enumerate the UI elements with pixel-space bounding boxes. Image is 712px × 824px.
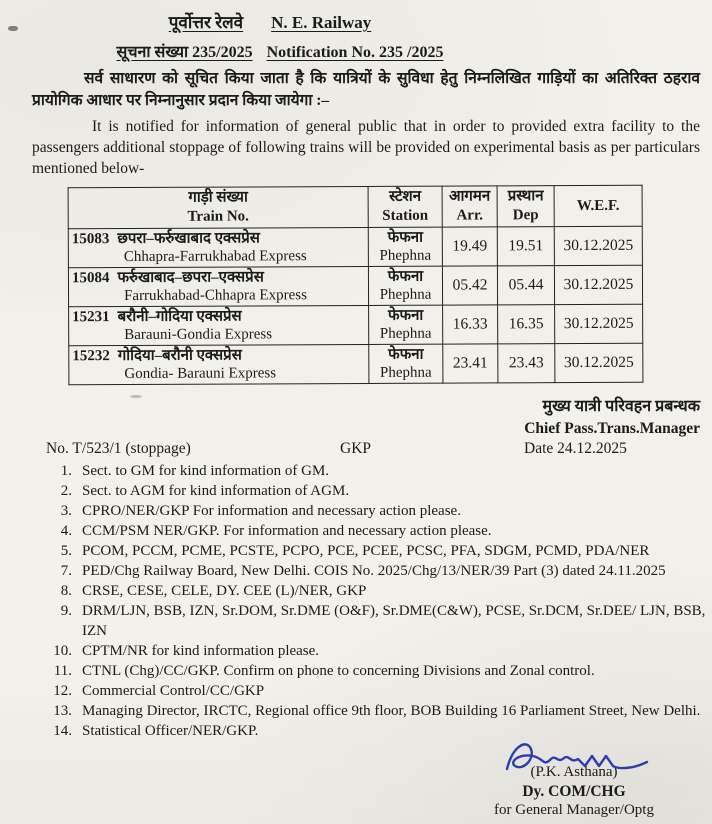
list-item: 5. PCOM, PCCM, PCME, PCSTE, PCPO, PCE, PCEE, PCSC, PFA, SDGM, PCMD, PDA/NER	[60, 543, 650, 559]
train-name-hindi: फर्रुखाबाद–छपरा–एक्सप्रेस	[117, 269, 264, 287]
train-cell	[68, 266, 368, 306]
table-header-row	[68, 185, 642, 229]
reference-number: No. T/523/1 (stoppage)	[46, 440, 191, 457]
office-code: GKP	[340, 440, 372, 457]
wef-date: 30.12.2025	[554, 265, 642, 304]
list-item: 11. CTNL (Chg)/CC/GKP. Confirm on phone to concerning Divisions and Zonal control.	[53, 663, 595, 679]
org-name-english: N. E. Railway	[271, 13, 372, 32]
station-cell: फेफना Phephna	[368, 227, 442, 266]
org-name-hindi: पूर्वोत्तर रेलवे	[168, 13, 244, 32]
train-number: 15232	[72, 348, 110, 365]
issue-date: Date 24.12.2025	[524, 440, 627, 457]
train-name-hindi: छपरा–फर्रुखाबाद एक्सप्रेस	[117, 230, 260, 248]
list-item: 14. Statistical Officer/NER/GKP.	[53, 723, 259, 739]
train-number: 15083	[71, 231, 110, 248]
table-row	[68, 265, 642, 307]
notification-number-english: Notification No. 235 /2025	[266, 44, 444, 61]
signatory-name: (P.K. Asthana)	[530, 764, 618, 780]
document-header	[0, 10, 540, 33]
departure-time: 23.43	[498, 344, 555, 383]
wef-date: 30.12.2025	[554, 226, 642, 265]
train-cell	[68, 227, 368, 267]
station-cell: फेफना Phephna	[368, 266, 442, 305]
table-row	[69, 343, 643, 385]
table-row	[69, 304, 643, 346]
list-item: 1. Sect. to GM for kind information of GM.	[60, 463, 330, 479]
list-item: 9. DRM/LJN, BSB, IZN, Sr.DOM, Sr.DME (O&F), Sr.DME(C&W), PCSE, Sr.DCM, Sr.DEE/ LJN, BSB, IZN	[60, 603, 706, 639]
wef-date: 30.12.2025	[555, 343, 643, 382]
notification-number-line	[0, 40, 560, 62]
distribution-list	[46, 461, 708, 741]
arrival-time: 05.42	[442, 266, 497, 305]
table-row	[68, 226, 642, 268]
reference-line	[46, 440, 686, 460]
scan-artifact-2	[130, 395, 142, 398]
list-item: 10. CPTM/NR for kind information please.	[53, 643, 320, 659]
list-item: 7. PED/Chg Railway Board, New Delhi. COIS No. 2025/Chg/13/NER/39 Part (3) dated 24.11.2025	[60, 563, 666, 579]
col-header-arrival: आगमन Arr.	[442, 186, 497, 227]
departure-time: 05.44	[497, 266, 554, 305]
col-header-wef: W.E.F.	[554, 185, 642, 226]
list-item: 4. CCM/PSM NER/GKP. For information and necessary action please.	[60, 523, 492, 539]
signatory-title-hindi: मुख्य यात्री परिवहन प्रबन्धक	[542, 398, 700, 415]
signatory-title-block	[524, 396, 700, 440]
signatory-designation: Dy. COM/CHG	[522, 783, 626, 800]
train-name-hindi: बरौनी–गोदिया एक्सप्रेस	[117, 308, 242, 326]
train-name-hindi: गोदिया–बरौनी एक्सप्रेस	[117, 347, 242, 365]
signature-block	[474, 735, 674, 820]
list-item: 12. Commercial Control/CC/GKP	[53, 683, 265, 699]
col-header-departure: प्रस्थान Dep	[497, 186, 554, 227]
departure-time: 19.51	[497, 227, 554, 266]
col-header-station: स्टेशन Station	[368, 186, 442, 227]
departure-time: 16.35	[498, 305, 555, 344]
station-cell: फेफना Phephna	[369, 344, 443, 383]
list-item: 8. CRSE, CESE, CELE, DY. CEE (L)/NER, GKP	[60, 583, 367, 599]
station-cell: फेफना Phephna	[369, 305, 443, 344]
signed-for: for General Manager/Optg	[494, 802, 654, 818]
train-number: 15084	[71, 270, 110, 287]
list-item: 2. Sect. to AGM for kind information of AGM.	[60, 483, 350, 499]
train-number: 15231	[72, 309, 110, 326]
arrival-time: 23.41	[443, 344, 498, 383]
col-header-train: गाड़ी संख्या Train No.	[68, 186, 368, 228]
train-name-english: Barauni-Gondia Express	[124, 326, 273, 344]
notification-number-hindi: सूचना संख्या 235/2025	[116, 44, 253, 61]
list-item: 13. Managing Director, IRCTC, Regional office 9th floor, BOB Building 16 Parliament Street, New Delhi.	[53, 703, 701, 719]
list-item: 3. CPRO/NER/GKP For information and necessary action please.	[60, 503, 461, 519]
train-name-english: Farrukhabad-Chhapra Express	[124, 287, 307, 305]
arrival-time: 19.49	[442, 227, 497, 266]
handwritten-signature	[474, 735, 674, 777]
signatory-title-english: Chief Pass.Trans.Manager	[524, 420, 700, 437]
arrival-time: 16.33	[443, 305, 498, 344]
train-name-english: Chhapra-Farrukhabad Express	[123, 248, 307, 266]
train-name-english: Gondia- Barauni Express	[124, 365, 277, 383]
wef-date: 30.12.2025	[555, 304, 643, 343]
intro-paragraph-hindi: सर्व साधारण को सूचित किया जाता है कि यात्रियों के सुविधा हेतु निम्नलिखित गाड़ियों का अतिरिक्त ठहराव प्रायोगिक आधार पर निम्नानुसार प्रदान किया जायेगा :–	[32, 70, 700, 109]
intro-paragraph-english: It is notified for information of general public that in order to provided extra facility to the passengers additional stoppage of following trains will be provided on experimental basis as per particulars mentioned below-	[32, 118, 700, 177]
stoppage-table	[68, 185, 644, 386]
train-cell	[69, 344, 369, 384]
train-cell	[69, 305, 369, 345]
